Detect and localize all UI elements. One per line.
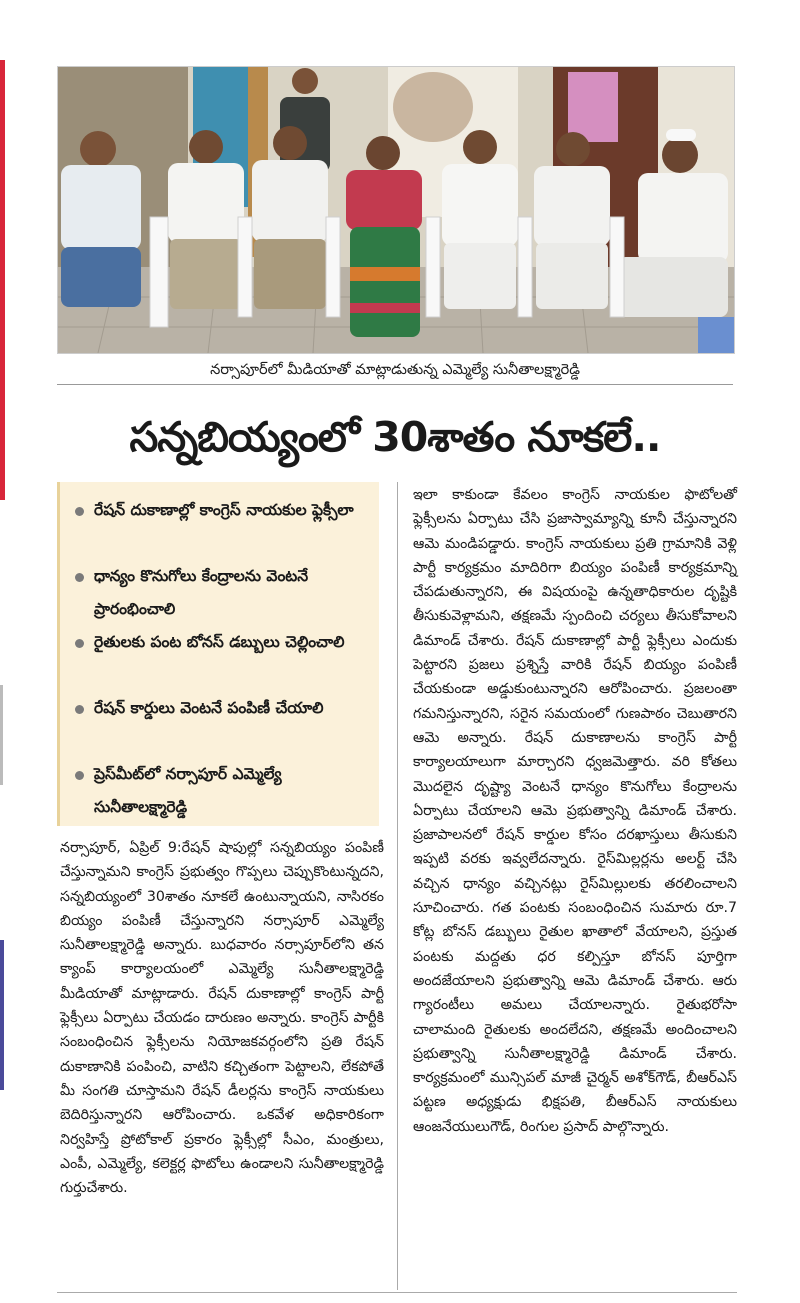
highlight-text: రైతులకు పంట బోనస్ డబ్బులు చెల్లించాలి — [94, 633, 345, 651]
page-edge-fragment — [0, 685, 3, 785]
highlight-item — [72, 560, 369, 626]
highlight-item — [72, 494, 369, 560]
headline: సన్నబియ్యంలో 30శాతం నూకలే.. — [129, 413, 661, 461]
highlight-text: రేషన్ దుకాణాల్లో కాంగ్రెస్ నాయకుల ఫ్లెక్సీలా — [94, 501, 354, 519]
bullet-icon — [75, 705, 84, 714]
highlight-text: రేషన్ కార్డులు వెంటనే పంపిణీ చేయాలి — [94, 699, 324, 717]
bottom-rule — [57, 1292, 737, 1293]
bullet-icon — [75, 639, 84, 648]
photo-caption: నర్సాపూర్‌లో మీడియాతో మాట్లాడుతున్న ఎమ్మెల్యే సునీతాలక్ష్మారెడ్డి — [57, 356, 733, 385]
highlight-text: ప్రెస్‌మీట్‌లో నర్సాపూర్ ఎమ్మెల్యే సునీతాలక్ష్మారెడ్డి — [94, 765, 282, 816]
page-edge-accent — [0, 60, 5, 500]
bullet-icon — [75, 771, 84, 780]
article-column-right — [413, 483, 737, 1139]
article-paragraph: నర్సాపూర్, ఏప్రిల్ 9:రేషన్ షాపుల్లో సన్నబియ్యం పంపిణీ చేస్తున్నామని కాంగ్రెస్ ప్రభుత్వం గొప్పలు చెప్పుకొంటున్నదని, సన్నబియ్యంలో 30శాతం నూకలే ఉంటున్నాయని, నాసిరకం బియ్యం పంపిణీ చేస్తున్నారని నర్సాపూర్ ఎమ్మెల్యే సునీతాలక్ష్మారెడ్డి అన్నారు. బుధవారం నర్సాపూర్‌లోని తన క్యాంప్ కార్యాలయంలో ఎమ్మెల్యే సునీతాలక్ష్మారెడ్డి మీడియాతో మాట్లాడారు. రేషన్ దుకాణాల్లో కాంగ్రెస్ పార్టీ ఫ్లెక్సీలు ఏర్పాటు చేయడం దారుణం అన్నారు. కాంగ్రెస్ పార్టీకి సంబంధించిన ఫ్లెక్సీలను నియోజకవర్గంలోని ప్రతి రేషన్ దుకాణానికి పంపించి, వాటిని కచ్చితంగా పెట్టాలని, లేకపోతే మీ సంగతి చూస్తామని రేషన్ డీలర్లను కాంగ్రెస్ నాయకులు బెదిరిస్తున్నారని ఆరోపించారు. ఒకవేళ అధికారికంగా నిర్వహిస్తే ప్రోటోకాల్ ప్రకారం ఫ్లెక్సీల్లో సీఎం, మంత్రులు, ఎంపీ, ఎమ్మెల్యే, కలెక్టర్ల ఫొటోలు ఉండాలని సునీతాలక్ష్మారెడ్డి గుర్తుచేశారు. — [60, 840, 384, 1197]
article-column-left — [60, 836, 384, 1200]
column-divider — [397, 482, 398, 1290]
article-paragraph: ఇలా కాకుండా కేవలం కాంగ్రెస్ నాయకుల ఫొటోలతో ఫ్లెక్సీలను ఏర్పాటు చేసి ప్రజాస్వామ్యాన్ని కూనీ చేస్తున్నారని ఆమె మండిపడ్డారు. కాంగ్రెస్ నాయకులు ప్రతి గ్రామానికి వెళ్లి పార్టీ కార్యక్రమం మాదిరిగా బియ్యం పంపిణీ కార్యక్రమాన్ని చేపడుతున్నారని, ఈ విషయంపై ఉన్నతాధికారుల దృష్టికి తీసుకువెళ్లామని, తక్షణమే స్పందించి చర్యలు తీసుకోవాలని డిమాండ్ చేశారు. రేషన్ దుకాణాల్లో పార్టీ ఫ్లెక్సీలు ఎందుకు పెట్టారని ప్రజలు ప్రశ్నిస్తే వారికి రేషన్ బియ్యం పంపిణీ చేయకుండా అడ్డుకుంటున్నారని ఆరోపించారు. ప్రజలంతా గమనిస్తున్నారని, సరైన సమయంలో గుణపాఠం చెబుతారని ఆమె అన్నారు. రేషన్ దుకాణాలను కాంగ్రెస్ పార్టీ కార్యాలయాలుగా మార్చారని ధ్వజమెత్తారు. వరి కోతలు మొదలైన దృష్ట్యా వెంటనే ధాన్యం కొనుగోలు కేంద్రాలను ఏర్పాటు చేయాలని ఆమె ప్రభుత్వాన్ని డిమాండ్ చేశారు. ప్రజాపాలనలో రేషన్ కార్డుల కోసం దరఖాస్తులు తీసుకుని ఇప్పటి వరకు ఇవ్వలేదన్నారు. రైస్‌మిల్లర్లను అలర్ట్ చేసి వచ్చిన ధాన్యం వచ్చినట్లు రైస్‌మిల్లులకు తరలించాలని సూచించారు. గత పంటకు సంబంధించిన సుమారు రూ.7 కోట్ల బోనస్ డబ్బులు రైతుల ఖాతాలో వేయాలని, ప్రస్తుత పంటకు మద్దతు ధర కల్పిస్తూ బోనస్ పూర్తిగా అందజేయాలని ప్రభుత్వాన్ని ఆమె డిమాండ్ చేశారు. ఆరు గ్యారంటీలు అమలు చేయాలన్నారు. రైతుభరోసా చాలామంది రైతులకు అందలేదని, తక్షణమే అందించాలని ప్రభుత్వాన్ని సునీతాలక్ష్మారెడ్డి డిమాండ్ చేశారు. కార్యక్రమంలో మున్సిపల్ మాజీ చైర్మన్ అశోక్‌గౌడ్, బీఆర్‌ఎస్ పట్టణ అధ్యక్షుడు భిక్షపతి, బీఆర్‌ఎస్ నాయకులు ఆంజనేయులుగౌడ్, రింగుల ప్రసాద్ పాల్గొన్నారు. — [413, 487, 737, 1135]
highlight-text: ధాన్యం కొనుగోలు కేంద్రాలను వెంటనే ప్రారంభించాలి — [94, 567, 309, 618]
highlight-item — [72, 758, 369, 824]
page-edge-fragment — [0, 940, 4, 1090]
highlight-item — [72, 626, 369, 692]
bullet-icon — [75, 507, 84, 516]
highlights-box — [57, 482, 379, 826]
bullet-icon — [75, 573, 84, 582]
news-photo — [57, 66, 735, 354]
highlight-item — [72, 692, 369, 758]
